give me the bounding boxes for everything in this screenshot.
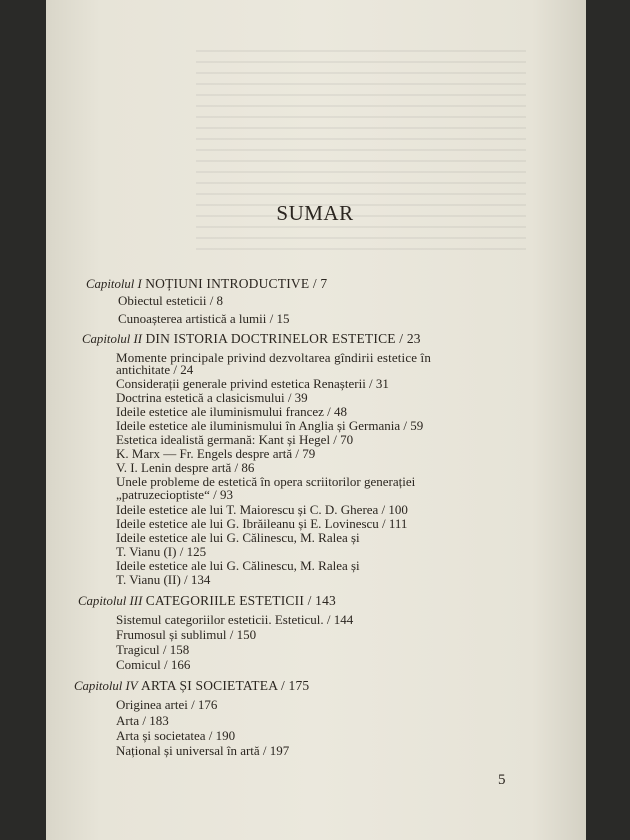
- toc-entry: Ideile estetice ale iluminismului francez / 48: [116, 404, 348, 419]
- page-number: 5: [498, 772, 506, 788]
- toc-entry: Ideile estetice ale lui T. Maiorescu și C. D. Gherea / 100: [116, 502, 408, 517]
- chapter-label: Capitolul I: [86, 277, 142, 291]
- toc-entry: Ideile estetice ale lui G. Ibrăileanu și E. Lovinescu / 111: [116, 516, 408, 531]
- chapter-label: Capitolul II: [82, 332, 143, 346]
- toc-entry: K. Marx — Fr. Engels despre artă / 79: [116, 446, 316, 461]
- chapter-label: Capitolul III: [78, 594, 143, 608]
- toc-entry: T. Vianu (I) / 125: [116, 544, 207, 559]
- chapter-title: NOȚIUNI INTRODUCTIVE / 7: [145, 276, 328, 291]
- toc-entry: Unele probleme de estetică în opera scriitorilor generației: [116, 474, 416, 489]
- toc-entry: T. Vianu (II) / 134: [116, 572, 211, 587]
- toc-entry: V. I. Lenin despre artă / 86: [116, 460, 255, 475]
- toc-entry: antichitate / 24: [116, 362, 194, 377]
- chapter-title: DIN ISTORIA DOCTRINELOR ESTETICE / 23: [145, 331, 421, 346]
- toc-entry: Ideile estetice ale iluminismului în Anglia și Germania / 59: [116, 418, 424, 433]
- toc-entry: Momente principale privind dezvoltarea gîndirii estetice în: [116, 350, 431, 365]
- toc-entry: Doctrina estetică a clasicismului / 39: [116, 390, 308, 405]
- toc-entry: Obiectul esteticii / 8: [118, 293, 224, 308]
- toc-entry: Arta / 183: [116, 713, 169, 728]
- toc-entry: Tragicul / 158: [116, 642, 190, 657]
- toc-entry: Originea artei / 176: [116, 697, 218, 712]
- chapter-label: Capitolul IV: [74, 679, 138, 693]
- toc-entry: Arta și societatea / 190: [116, 728, 236, 743]
- chapter-heading: [86, 276, 327, 292]
- toc-entry: Considerații generale privind estetica Renașterii / 31: [116, 376, 389, 391]
- toc-entry: Frumosul și sublimul / 150: [116, 627, 257, 642]
- chapter-heading: [82, 331, 421, 347]
- toc-entry: Ideile estetice ale lui G. Călinescu, M. Ralea și: [116, 530, 360, 545]
- toc-entry: Ideile estetice ale lui G. Călinescu, M. Ralea și: [116, 558, 360, 573]
- toc-entry: Estetica idealistă germană: Kant și Hegel / 70: [116, 432, 354, 447]
- page-title: SUMAR: [276, 201, 354, 225]
- toc-entry: Național și universal în artă / 197: [116, 743, 290, 758]
- toc-entry: „patruzecioptiste“ / 93: [116, 487, 233, 502]
- chapter-heading: [74, 678, 309, 694]
- toc-entry: Sistemul categoriilor esteticii. Esteticul. / 144: [116, 612, 354, 627]
- chapter-heading: [78, 593, 336, 609]
- chapter-title: ARTA ȘI SOCIETATEA / 175: [141, 678, 310, 693]
- chapter-title: CATEGORIILE ESTETICII / 143: [145, 593, 336, 608]
- toc-entry: Cunoașterea artistică a lumii / 15: [118, 311, 290, 326]
- toc-entry: Comicul / 166: [116, 657, 191, 672]
